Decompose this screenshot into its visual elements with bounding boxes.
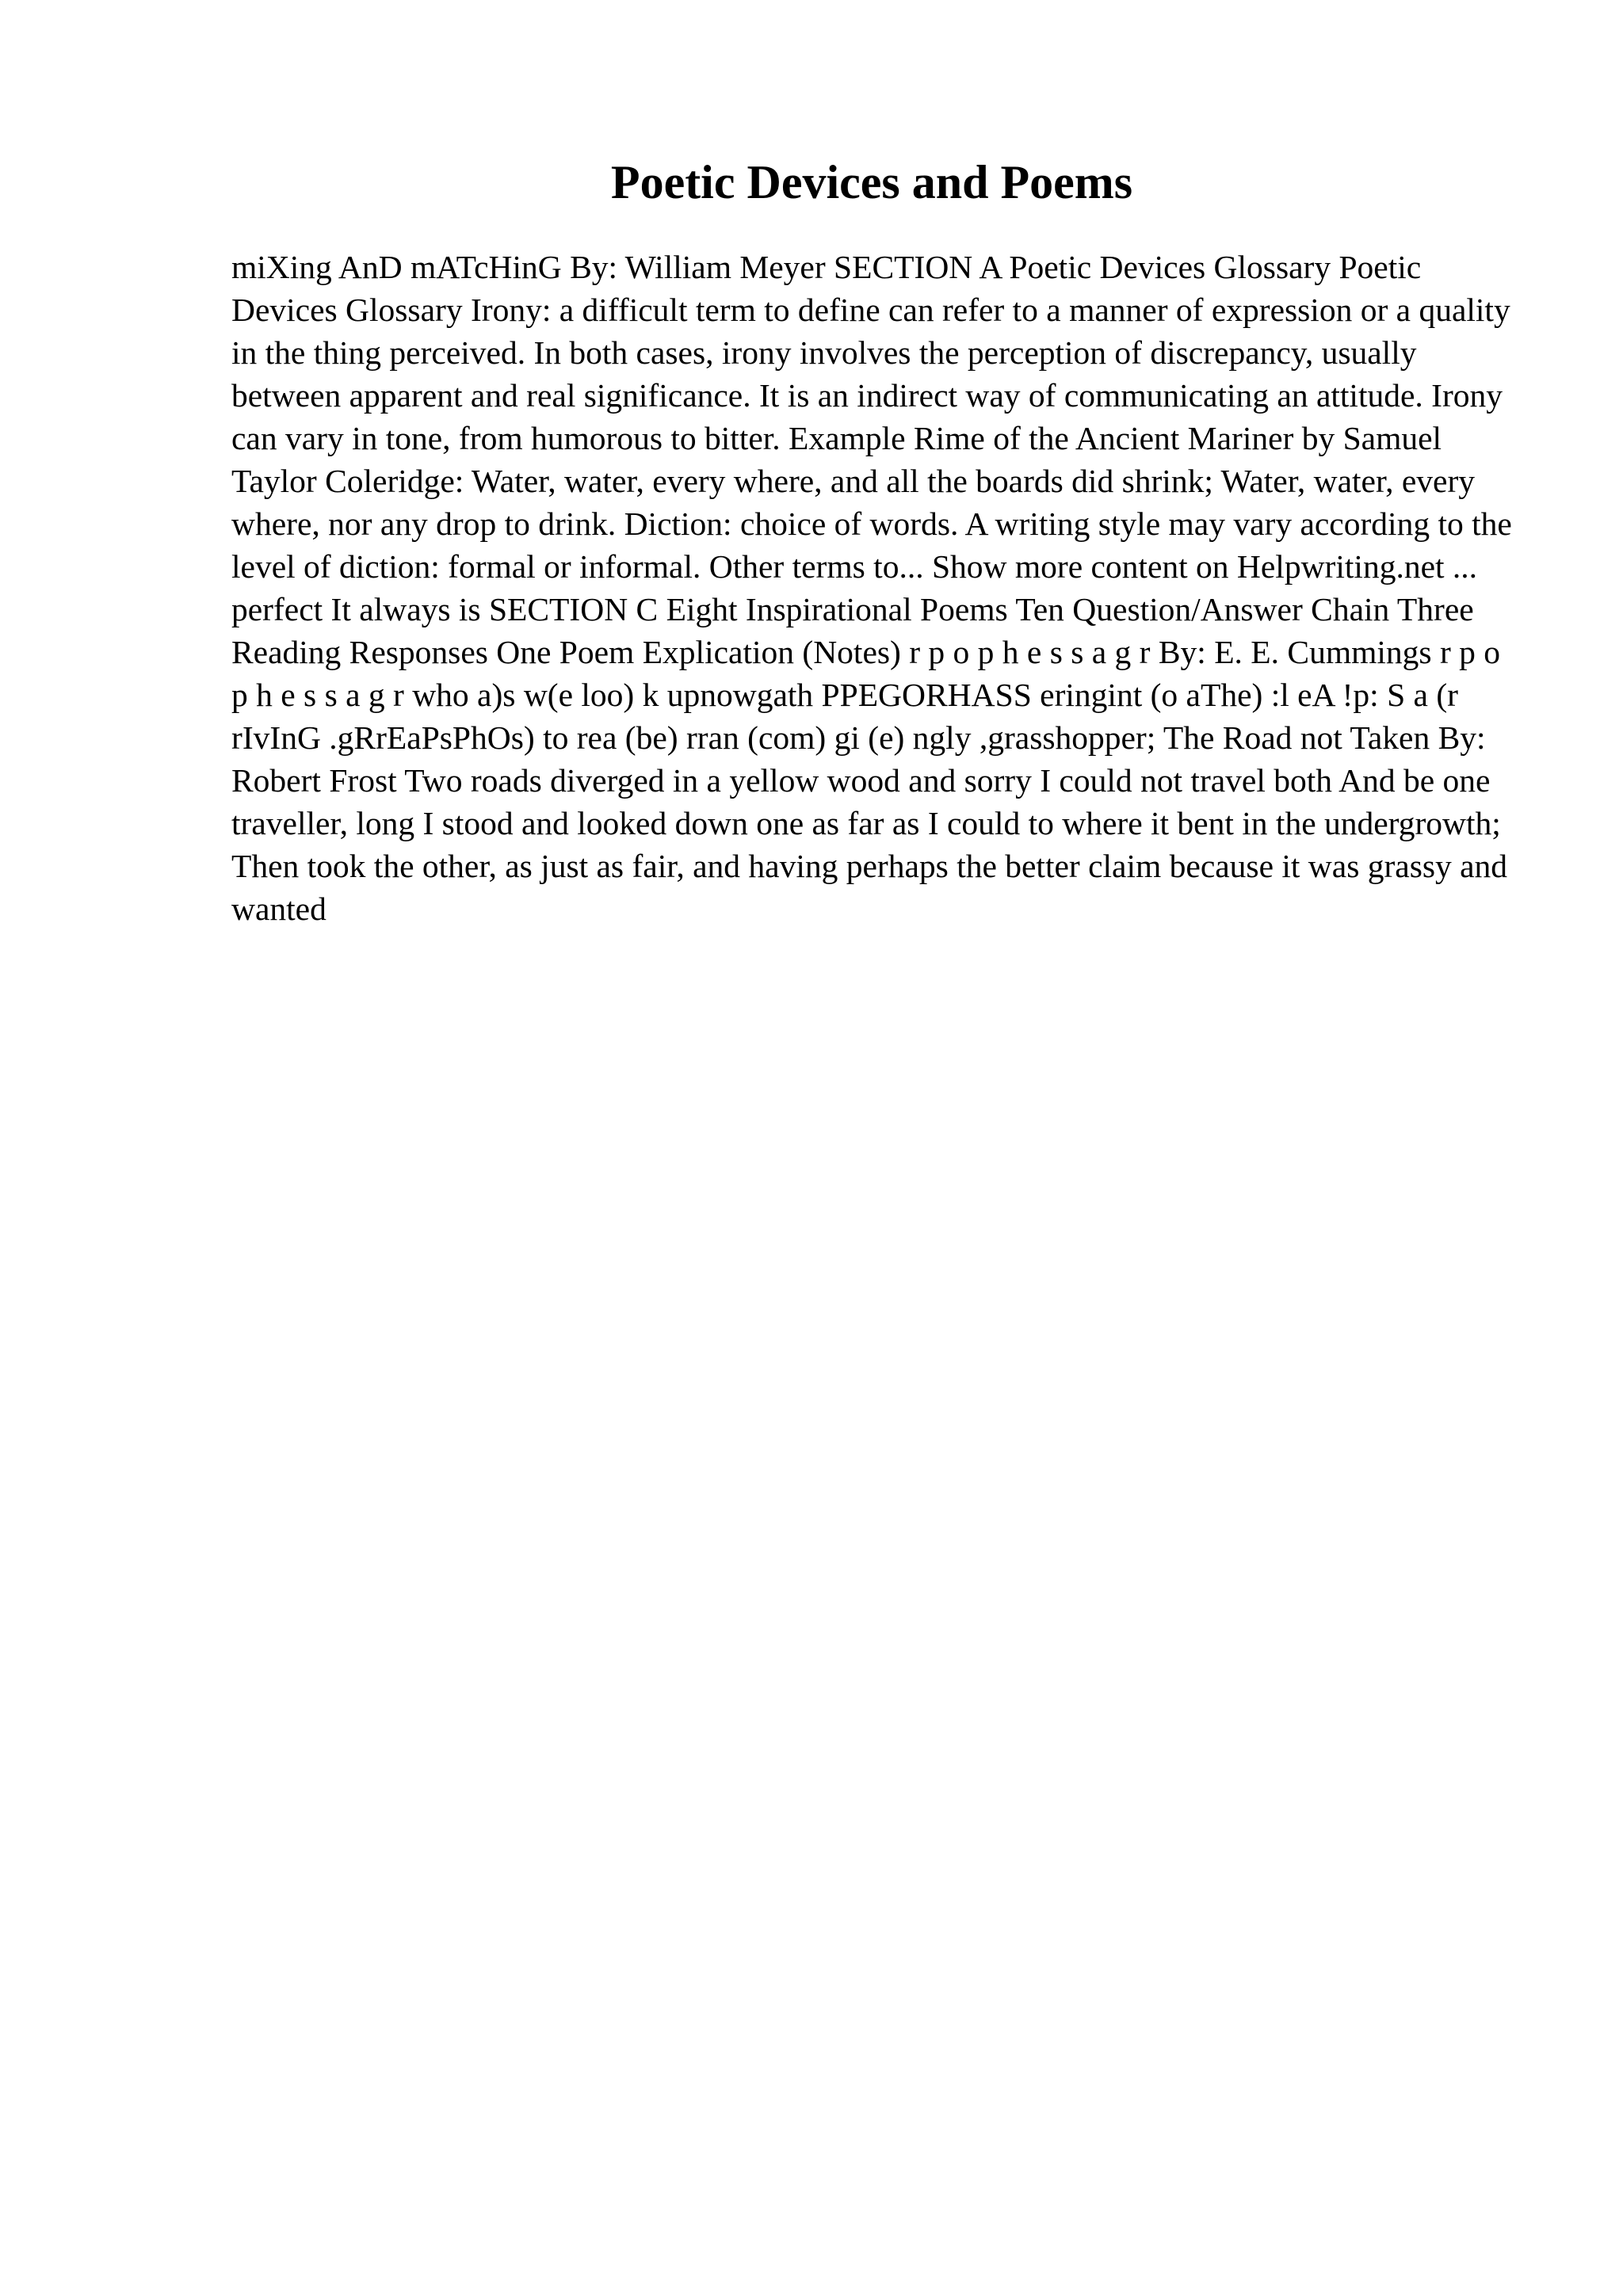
- document-body: [231, 246, 1515, 930]
- body-paragraph-1: miXing AnD mATcHinG By: William Meyer SECTION A Poetic Devices Glossary Poetic Devices Glossary Irony: a difficult term to define can refer to a manner of expression or a quality in the thing perceived. In both cases, irony involves the perception of discrepancy, usually between apparent and real significance. It is an indirect way of communicating an attitude. Irony can vary in tone, from humorous to bitter. Example Rime of the Ancient Mariner by Samuel Taylor Coleridge: Water, water, every where, and all the boards did shrink; Water, water, every where, nor any drop to drink. Diction: choice of words. A writing style may vary according to the level of diction: formal or informal. Other terms to... Show more content on Helpwriting.net ...: [231, 249, 1512, 585]
- document-title: Poetic Devices and Poems: [610, 156, 1133, 208]
- body-paragraph-2: perfect It always is SECTION C Eight Inspirational Poems Ten Question/Answer Chain Three Reading Responses One Poem Explication (Notes) r p o p h e s s a g r By: E. E. Cummings r p o p h e s s a g r who a)s w(e loo) k upnowgath PPEGORHASS eringint (o aThe) :l eA !p: S a (r rIvInG .gRrEaPsPhOs) to rea (be) rran (com) gi (e) ngly ,grasshopper; The Road not Taken By: Robert Frost Two roads diverged in a yellow wood and sorry I could not travel both And be one traveller, long I stood and looked down one as far as I could to where it bent in the undergrowth; Then took the other, as just as fair, and having perhaps the better claim because it was grassy and wanted: [231, 591, 1508, 927]
